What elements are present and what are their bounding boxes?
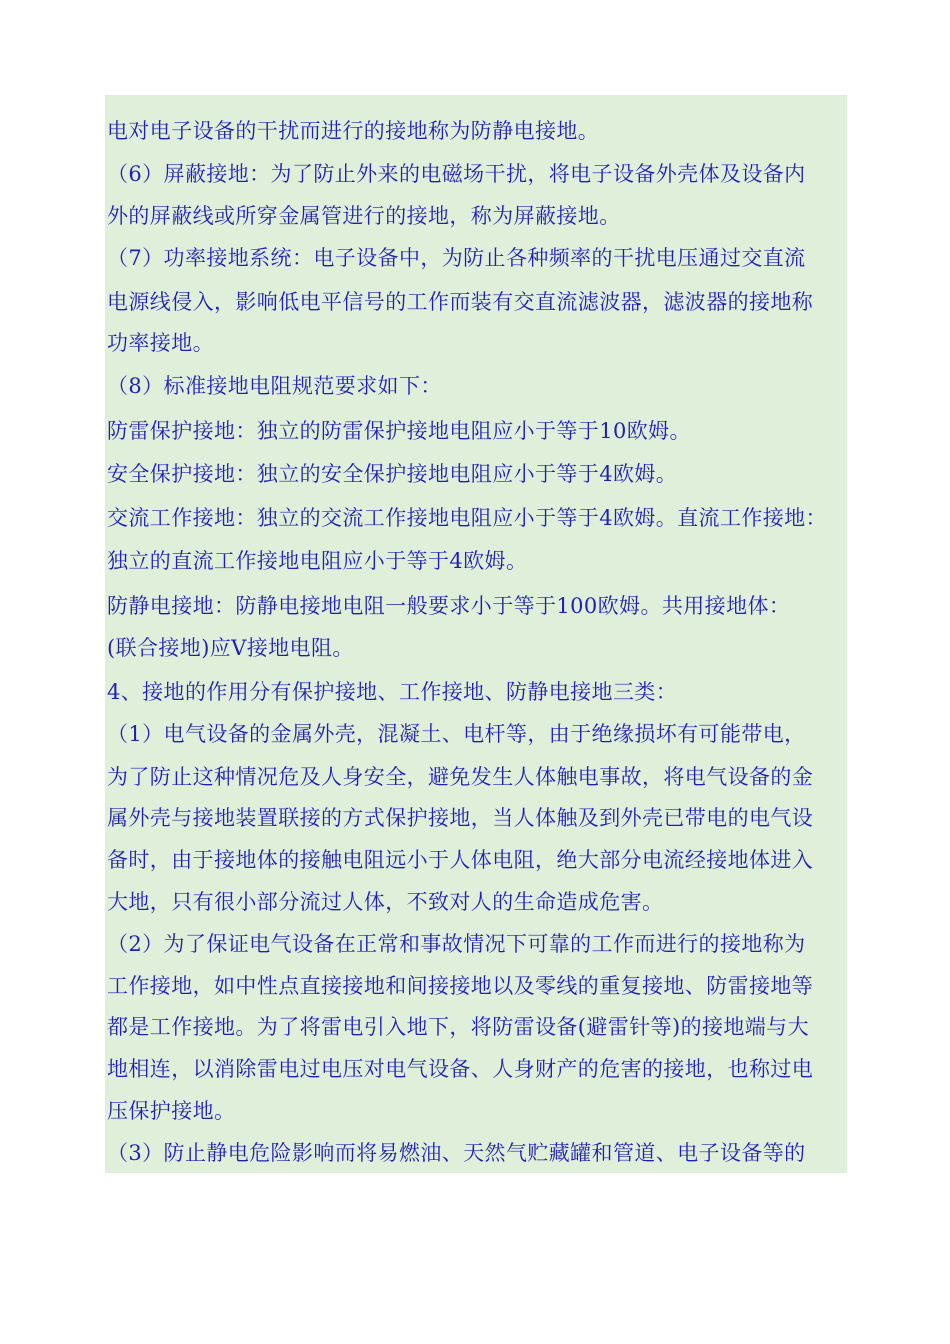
- text-line: 独立的直流工作接地电阻应小于等于4欧姆。: [107, 549, 528, 573]
- text-line: 备时，由于接地体的接触电阻远小于人体电阻，绝大部分电流经接地体进入: [107, 848, 814, 872]
- text-line: （6）屏蔽接地：为了防止外来的电磁场干扰，将电子设备外壳体及设备内: [107, 162, 806, 186]
- text-line: 4、接地的作用分有保护接地、工作接地、防静电接地三类：: [107, 680, 678, 704]
- text-line: 电源线侵入，影响低电平信号的工作而装有交直流滤波器，滤波器的接地称: [107, 290, 814, 314]
- text-line: （3）防止静电危险影响而将易燃油、天然气贮藏罐和管道、电子设备等的: [107, 1141, 806, 1165]
- text-line: 压保护接地。: [107, 1099, 236, 1123]
- text-line: 工作接地，如中性点直接接地和间接接地以及零线的重复接地、防雷接地等: [107, 974, 814, 998]
- text-line: 外的屏蔽线或所穿金属管进行的接地，称为屏蔽接地。: [107, 204, 621, 228]
- text-line: （7）功率接地系统：电子设备中，为防止各种频率的干扰电压通过交直流: [107, 246, 806, 270]
- text-line: 安全保护接地：独立的安全保护接地电阻应小于等于4欧姆。: [107, 462, 678, 486]
- text-line: （8）标准接地电阻规范要求如下：: [107, 374, 442, 398]
- text-line: 地相连，以消除雷电过电压对电气设备、人身财产的危害的接地，也称过电: [107, 1057, 814, 1081]
- text-line: 为了防止这种情况危及人身安全，避免发生人体触电事故，将电气设备的金: [107, 765, 814, 789]
- text-line: （1）电气设备的金属外壳，混凝土、电杆等，由于绝缘损坏有可能带电，: [107, 722, 806, 746]
- text-line: (联合接地)应V接地电阻。: [107, 636, 354, 660]
- text-line: 属外壳与接地装置联接的方式保护接地，当人体触及到外壳已带电的电气设: [107, 806, 814, 830]
- text-line: 电对电子设备的干扰而进行的接地称为防静电接地。: [107, 119, 600, 143]
- text-line: 大地，只有很小部分流过人体，不致对人的生命造成危害。: [107, 890, 664, 914]
- text-line: 功率接地。: [107, 331, 214, 355]
- text-line: 防静电接地：防静电接地电阻一般要求小于等于100欧姆。共用接地体：: [107, 594, 791, 618]
- text-line: 防雷保护接地：独立的防雷保护接地电阻应小于等于10欧姆。: [107, 419, 691, 443]
- text-line: 交流工作接地：独立的交流工作接地电阻应小于等于4欧姆。直流工作接地：: [107, 506, 827, 530]
- text-line: （2）为了保证电气设备在正常和事故情况下可靠的工作而进行的接地称为: [107, 932, 806, 956]
- text-line: 都是工作接地。为了将雷电引入地下，将防雷设备(避雷针等)的接地端与大: [107, 1015, 809, 1039]
